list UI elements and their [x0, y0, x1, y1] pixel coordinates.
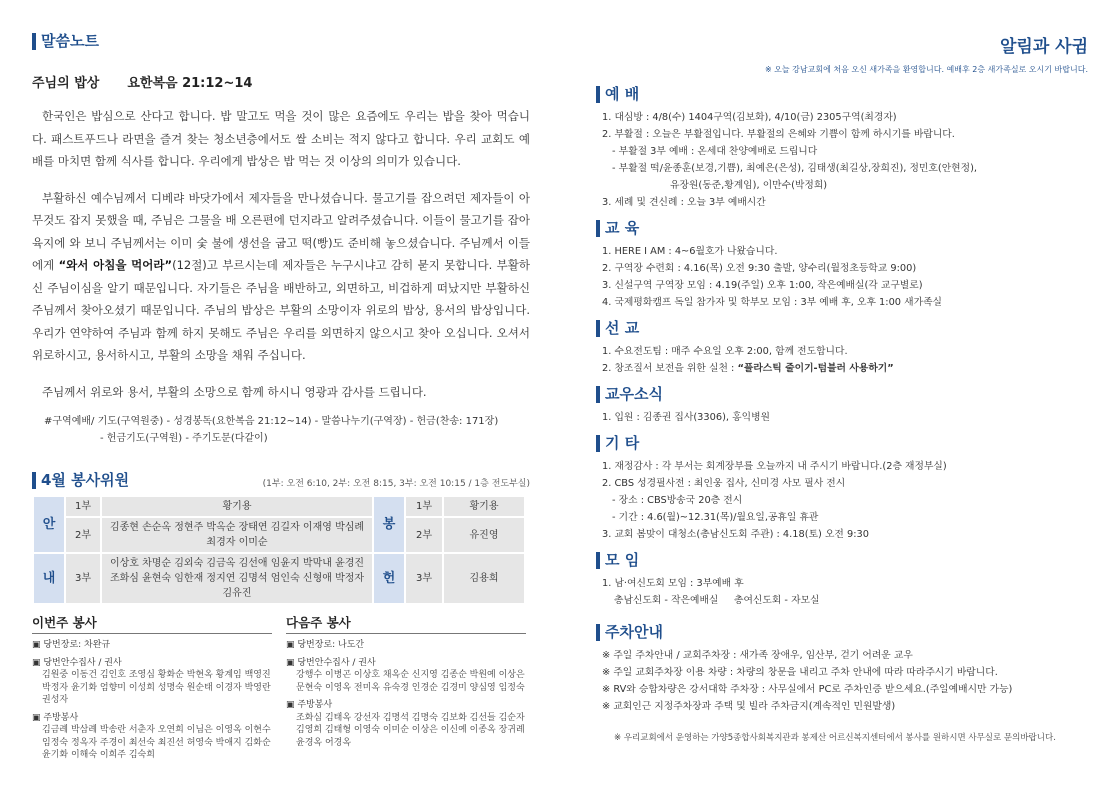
members-list: 1. 입원 : 김종권 집사(3306), 홍익병원: [602, 412, 771, 423]
news-body: [596, 85, 1088, 743]
parking-title: 주차안내: [596, 623, 1088, 641]
sermon-quote: “와서 아침을 먹어라”: [58, 258, 173, 272]
sermon-reference: 요한복음 21:12~14: [127, 76, 253, 91]
section-bar-icon: [596, 220, 600, 237]
section-bar-icon: [596, 552, 600, 569]
parking-list: ※ 주일 주차안내 / 교회주차장 : 새가족 장애우, 임산부, 걷기 어려운 교우 ※ 주일 교회주차장 이용 차량 : 차량의 창문을 내리고 주차 안내에 따라 따라주시기 바랍니다. ※ RV와 승합차량은 강서대학 주차장 : 사무실에서 PC로 주차인증 받으세요.(주일예배시만 가능) ※ 교회인근 지정주차장과 주택 및 빌라 주차금지(계속적인 민원발생): [602, 650, 1013, 712]
mission-list: 1. 수요전도팀 : 매주 수요일 오후 2:00, 함께 전도합니다. 2. 창조질서 보전을 위한 실천 : “플라스틱 줄이기-텀블러 사용하기”: [602, 346, 894, 374]
education-title: 교 육: [596, 219, 1088, 237]
etc-title: 기 타: [596, 434, 1088, 452]
next-week-duty: 다음주 봉사 ▣ 당번장로: 나도간 ▣ 당번안수집사 / 권사 강행수 이병곤 이상호 채옥순 신지영 김종순 박원예 이상은 문현숙 이영옥 전미옥 유숙경 인경순 김경미 양심영 임정숙 ▣ 주방봉사 조화심 김태옥 강선자 김명석 김명숙 김보화 김선들 김순자 김영희 김태형 이영숙 이미순 이상은 이신예 이종옥 장귀례 윤경옥 어경옥: [286, 615, 525, 748]
footer-note: ※ 우리교회에서 운영하는 가양5종합사회복지관과 봉제산 어르신복지센터에서 봉사를 원하시면 사무실로 문의바랍니다.: [614, 733, 1056, 743]
sermon-title: 주님의 밥상: [32, 76, 100, 91]
side-label-nae: 내: [33, 553, 65, 604]
side-label-bong: 봉: [373, 496, 405, 553]
this-week-duty: 이번주 봉사 ▣ 당번장로: 차완규 ▣ 당번안수집사 / 권사 김원중 이동건 김인호 조영심 황화순 박현옥 황계임 백영진 박정자 윤기화 엄향미 이성희 성명숙 원순태 이경자 박영란 권성자 ▣ 주방봉사 김금례 박삼례 박송란 서춘자 오연희 이님은 이영옥 이현수 임정숙 정옥자 주경이 최선숙 최진선 허영숙 박애지 김화순 윤기화 이해숙 이희주 김숙희: [32, 615, 271, 760]
sermon-paragraph-1: 한국인은 밥심으로 산다고 합니다. 밥 말고도 먹을 것이 많은 요즘에도 우리는 밥을 찾아 먹습니다. 패스트푸드나 라면을 즐겨 찾는 청소년층에서도 쌀 소비는 적지 않다고 합니다. 우리 교회도 예배를 마치면 함께 식사를 합니다. 우리에게 밥상은 밥 먹는 것 이상의 의미가 있습니다.: [32, 109, 530, 168]
news-title: 알림과 사귐: [999, 37, 1088, 57]
side-label-an: 안: [33, 496, 65, 553]
section-bar-icon: [596, 320, 600, 337]
sermon-paragraph-3: 주님께서 위로와 용서, 부활의 소망으로 함께 하시니 영광과 감사를 드립니다.: [42, 384, 427, 399]
serve-header: [32, 471, 530, 489]
meeting-list: 1. 남·여신도회 모임 : 3부예배 후 총남신도회 - 작은예배실 총여신도회 - 자모실: [602, 578, 820, 606]
section-bar-icon: [596, 624, 600, 641]
news-subtitle: ※ 오늘 강남교회에 처음 오신 새가족을 환영합니다. 예배후 2층 새가족실로 오시기 바랍니다.: [764, 65, 1088, 74]
worship-list: 1. 대심방 : 4/8(수) 1404구역(김보화), 4/10(금) 2305구역(최경자) 2. 부활절 : 오늘은 부활절입니다. 부활절의 은혜와 기쁨이 함께 하시기를 바랍니다. - 부활절 3부 예배 : 온세대 찬양예배로 드립니다 - 부활절 떡/윤종훈(보경,기쁨), 최예은(은성), 김태생(최길상,장희진), 정민호(안현정), 유장원(동준,황계임), 이만수(박정희) 3. 세례 및 견신례 : 오늘 3부 예배시간: [602, 112, 978, 208]
sermon-paragraph-2: 부활하신 예수님께서 디베랴 바닷가에서 제자들을 만나셨습니다. 물고기를 잡으려던 제자들이 아무것도 잡지 못했을 때, 주님은 그물을 배 오른편에 던지라고 알려주셨습니다. 이들이 물고기를 잡아 육지에 와 보니 주님께서는 이미 숯 불에 생선을 굽고 떡(빵)도 준비해 놓으셨습니다. 주님께서 이들에게 “와서 아침을 먹어라”(12절)고 부르시는데 제자들은 누구시냐고 감히 묻지 못합니다. 부활하신 주님이심을 알기 때문입니다. 자기들은 주님을 배반하고, 외면하고, 비겁하게 떠났지만 부활하신 주님께서 찾아오셨기 때문입니다. 주님의 밥상은 부활의 소망이자 위로의 밥상, 용서의 밥상입니다. 우리가 연약하여 주님과 함께 하지 못해도 주님은 우리를 외면하지 않으시고 찾아 오십니다. 오셔서 위로하시고, 용서하시고, 부활의 소망을 채워 주십니다.: [32, 190, 530, 362]
side-label-heon: 헌: [373, 553, 405, 604]
mission-title: 선 교: [596, 319, 1088, 337]
members-title: 교우소식: [596, 385, 1088, 403]
serve-section-title: 4월 봉사위원: [32, 471, 129, 489]
section-bar-icon: [596, 435, 600, 452]
table-row: 안 1부 황기용 봉 1부 황기용: [33, 496, 525, 517]
etc-list: 1. 재정감사 : 각 부서는 회계장부를 오늘까지 내 주시기 바랍니다.(2층 재정부실) 2. CBS 성경필사전 : 최인웅 집사, 신미경 사모 필사 전시 - 장소 : CBS방송국 20층 전시 - 기간 : 4.6(월)~12.31(목)/월요일,공휴일 휴관 3. 교회 봄맞이 대청소(총남신도회 주관) : 4.18(토) 오전 9:30: [602, 461, 947, 540]
table-row: 2부 김종현 손순옥 정현주 박옥순 장태연 김길자 이재영 박심례 최경자 이미순 2부 유진영: [33, 517, 525, 553]
worship-title: 예 배: [596, 85, 1088, 103]
section-bar-icon: [596, 386, 600, 403]
serve-table: [32, 495, 526, 605]
sermon-column: [32, 32, 530, 762]
meeting-title: 모 임: [596, 551, 1088, 569]
sermon-heading: [32, 72, 530, 91]
worship-order: #구역예배/ 기도(구역원중) - 성경봉독(요한복음 21:12~14) - 말씀나누기(구역장) - 헌금(찬송: 171장) - 헌금기도(구역원) - 주기도문(다같이): [44, 416, 499, 444]
section-bar-icon: [32, 33, 36, 50]
education-list: 1. HERE I AM : 4~6월호가 나왔습니다. 2. 구역장 수련회 : 4.16(목) 오전 9:30 출발, 양수리(월정초등학교 9:00) 3. 신설구역 구역장 모임 : 4.19(주일) 오후 1:00, 작은예배실(각 교구별로) 4. 국제평화캠프 독일 참가자 및 학부모 모임 : 3부 예배 후, 오후 1:00 새가족실: [602, 246, 943, 308]
section-bar-icon: [32, 472, 36, 489]
sermon-section-title: 말씀노트: [32, 32, 530, 50]
duty-section: [32, 613, 530, 762]
table-row: 내 3부 이상호 차명순 김외숙 김금옥 김선애 임윤지 박막내 윤경진 조화심 윤현숙 임한재 정지연 김명석 엄인숙 신형애 박정자 김유진 헌 3부 김용희: [33, 553, 525, 604]
news-column: [596, 32, 1088, 743]
serve-time-note: (1부: 오전 6:10, 2부: 오전 8:15, 3부: 오전 10:15 / 1층 전도부실): [262, 479, 530, 489]
section-bar-icon: [596, 86, 600, 103]
